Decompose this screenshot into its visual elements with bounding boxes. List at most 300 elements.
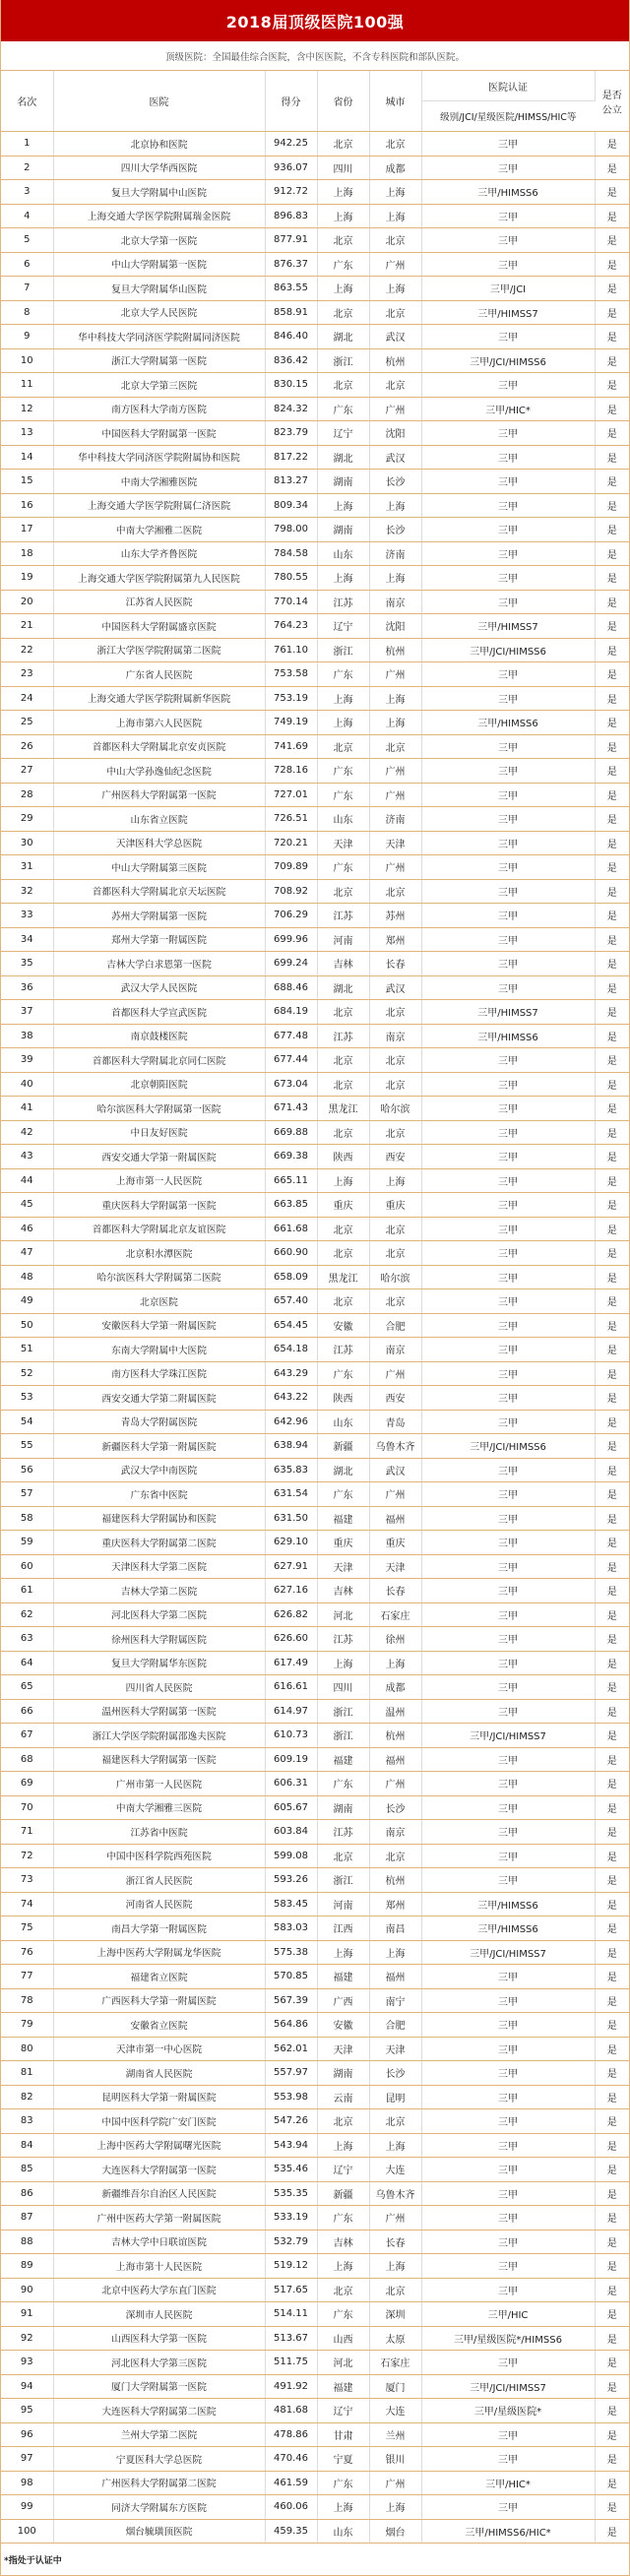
score-cell: 631.54 xyxy=(265,1482,317,1507)
score-cell: 824.32 xyxy=(265,397,317,421)
public-status-cell: 是 xyxy=(595,1627,629,1652)
province-cell: 湖北 xyxy=(317,445,369,470)
score-cell: 459.35 xyxy=(265,2519,317,2544)
public-status-cell: 是 xyxy=(595,2061,629,2086)
hospital-name-cell: 北京积水潭医院 xyxy=(53,1241,265,1266)
city-cell: 广州 xyxy=(369,1482,421,1507)
certification-cell: 三甲 xyxy=(421,1651,595,1675)
rank-cell: 55 xyxy=(1,1434,53,1459)
hospital-name-cell: 河北医科大学第三医院 xyxy=(53,2351,265,2375)
public-status-cell: 是 xyxy=(595,2495,629,2520)
certification-cell: 三甲 xyxy=(421,1313,595,1338)
table-row xyxy=(1,1482,629,1507)
province-cell: 广东 xyxy=(317,2302,369,2327)
hospital-name-cell: 浙江大学附属第一医院 xyxy=(53,348,265,373)
certification-cell: 三甲 xyxy=(421,493,595,518)
table-row xyxy=(1,2374,629,2399)
province-cell: 北京 xyxy=(317,734,369,759)
city-cell: 南宁 xyxy=(369,1988,421,2013)
hospital-name-cell: 江苏省人民医院 xyxy=(53,590,265,614)
hospital-name-cell: 武汉大学人民医院 xyxy=(53,975,265,1000)
hospital-name-cell: 吉林大学第二医院 xyxy=(53,1579,265,1603)
rank-cell: 96 xyxy=(1,2422,53,2447)
hospital-name-cell: 新疆医科大学第一附属医院 xyxy=(53,1434,265,1459)
score-cell: 627.91 xyxy=(265,1554,317,1579)
public-status-cell: 是 xyxy=(595,1072,629,1097)
public-status-cell: 是 xyxy=(595,300,629,325)
city-cell: 上海 xyxy=(369,493,421,518)
public-status-cell: 是 xyxy=(595,1820,629,1845)
score-cell: 657.40 xyxy=(265,1289,317,1314)
certification-cell: 三甲 xyxy=(421,2085,595,2109)
rank-cell: 45 xyxy=(1,1193,53,1218)
city-cell: 上海 xyxy=(369,180,421,205)
city-cell: 重庆 xyxy=(369,1193,421,1218)
province-cell: 湖北 xyxy=(317,975,369,1000)
score-cell: 761.10 xyxy=(265,638,317,662)
score-cell: 519.12 xyxy=(265,2254,317,2279)
city-cell: 武汉 xyxy=(369,325,421,349)
certification-cell: 三甲 xyxy=(421,1627,595,1652)
hospital-name-cell: 中山大学附属第三医院 xyxy=(53,855,265,880)
rank-cell: 74 xyxy=(1,1892,53,1916)
table-row xyxy=(1,1892,629,1916)
column-header-rank: 名次 xyxy=(1,71,53,132)
certification-cell: 三甲 xyxy=(421,1386,595,1411)
public-status-cell: 是 xyxy=(595,2302,629,2327)
table-row xyxy=(1,1386,629,1411)
city-cell: 厦门 xyxy=(369,2374,421,2399)
certification-cell: 三甲 xyxy=(421,373,595,398)
city-cell: 天津 xyxy=(369,1554,421,1579)
rank-cell: 68 xyxy=(1,1747,53,1772)
city-cell: 北京 xyxy=(369,373,421,398)
city-cell: 西安 xyxy=(369,1145,421,1169)
score-cell: 770.14 xyxy=(265,590,317,614)
score-cell: 547.26 xyxy=(265,2109,317,2134)
table-row xyxy=(1,614,629,639)
public-status-cell: 是 xyxy=(595,2374,629,2399)
rank-cell: 95 xyxy=(1,2399,53,2423)
hospital-name-cell: 南昌大学第一附属医院 xyxy=(53,1916,265,1941)
certification-cell: 三甲/HIMSS6 xyxy=(421,180,595,205)
province-cell: 辽宁 xyxy=(317,2158,369,2182)
city-cell: 上海 xyxy=(369,711,421,735)
certification-cell: 三甲/HIC* xyxy=(421,397,595,421)
rank-cell: 12 xyxy=(1,397,53,421)
score-cell: 643.29 xyxy=(265,1361,317,1386)
table-row xyxy=(1,711,629,735)
city-cell: 北京 xyxy=(369,228,421,253)
rank-cell: 83 xyxy=(1,2109,53,2134)
province-cell: 广东 xyxy=(317,2206,369,2230)
table-row xyxy=(1,2181,629,2206)
city-cell: 长春 xyxy=(369,2230,421,2254)
table-row xyxy=(1,1193,629,1218)
score-cell: 461.59 xyxy=(265,2471,317,2495)
certification-cell: 三甲/JCI xyxy=(421,277,595,301)
score-cell: 877.91 xyxy=(265,228,317,253)
table-row xyxy=(1,2351,629,2375)
table-row xyxy=(1,1120,629,1145)
table-row xyxy=(1,470,629,494)
rank-cell: 84 xyxy=(1,2133,53,2158)
province-cell: 江苏 xyxy=(317,904,369,928)
city-cell: 广州 xyxy=(369,1361,421,1386)
province-cell: 吉林 xyxy=(317,952,369,976)
public-status-cell: 是 xyxy=(595,1120,629,1145)
score-cell: 478.86 xyxy=(265,2422,317,2447)
rank-cell: 5 xyxy=(1,228,53,253)
public-status-cell: 是 xyxy=(595,1434,629,1459)
table-row xyxy=(1,1675,629,1700)
hospital-name-cell: 广州中医药大学第一附属医院 xyxy=(53,2206,265,2230)
rank-cell: 92 xyxy=(1,2326,53,2351)
rank-cell: 86 xyxy=(1,2181,53,2206)
province-cell: 上海 xyxy=(317,2495,369,2520)
rank-cell: 70 xyxy=(1,1795,53,1820)
table-row xyxy=(1,1554,629,1579)
score-cell: 543.94 xyxy=(265,2133,317,2158)
city-cell: 苏州 xyxy=(369,904,421,928)
score-cell: 706.29 xyxy=(265,904,317,928)
table-row xyxy=(1,1627,629,1652)
province-cell: 上海 xyxy=(317,686,369,711)
city-cell: 武汉 xyxy=(369,1458,421,1482)
rank-cell: 63 xyxy=(1,1627,53,1652)
hospital-name-cell: 中日友好医院 xyxy=(53,1120,265,1145)
city-cell: 北京 xyxy=(369,300,421,325)
certification-cell: 三甲/HIC xyxy=(421,2302,595,2327)
city-cell: 上海 xyxy=(369,277,421,301)
city-cell: 北京 xyxy=(369,132,421,157)
rank-cell: 100 xyxy=(1,2519,53,2544)
rank-cell: 35 xyxy=(1,952,53,976)
public-status-cell: 是 xyxy=(595,1795,629,1820)
table-row xyxy=(1,2422,629,2447)
certification-cell: 三甲 xyxy=(421,1675,595,1700)
public-status-cell: 是 xyxy=(595,2085,629,2109)
score-cell: 583.03 xyxy=(265,1916,317,1941)
public-status-cell: 是 xyxy=(595,1000,629,1025)
certification-cell: 三甲 xyxy=(421,904,595,928)
hospital-name-cell: 上海交通大学医学院附属瑞金医院 xyxy=(53,204,265,228)
hospital-name-cell: 福建医科大学附属第一医院 xyxy=(53,1747,265,1772)
city-cell: 杭州 xyxy=(369,348,421,373)
score-cell: 726.51 xyxy=(265,807,317,832)
hospital-name-cell: 山西医科大学第一医院 xyxy=(53,2326,265,2351)
rank-cell: 24 xyxy=(1,686,53,711)
table-row xyxy=(1,879,629,904)
table-row xyxy=(1,541,629,566)
table-row xyxy=(1,445,629,470)
certification-cell: 三甲 xyxy=(421,1602,595,1627)
province-cell: 浙江 xyxy=(317,1699,369,1724)
table-row xyxy=(1,566,629,591)
public-status-cell: 是 xyxy=(595,831,629,855)
city-cell: 沈阳 xyxy=(369,614,421,639)
table-row xyxy=(1,1602,629,1627)
province-cell: 山东 xyxy=(317,2519,369,2544)
province-cell: 上海 xyxy=(317,2254,369,2279)
city-cell: 北京 xyxy=(369,1844,421,1868)
score-cell: 533.19 xyxy=(265,2206,317,2230)
province-cell: 北京 xyxy=(317,373,369,398)
city-cell: 上海 xyxy=(369,566,421,591)
score-cell: 673.04 xyxy=(265,1072,317,1097)
rank-cell: 62 xyxy=(1,1602,53,1627)
public-status-cell: 是 xyxy=(595,975,629,1000)
table-row xyxy=(1,2447,629,2472)
city-cell: 广州 xyxy=(369,855,421,880)
city-cell: 成都 xyxy=(369,156,421,180)
province-cell: 山西 xyxy=(317,2326,369,2351)
score-cell: 727.01 xyxy=(265,783,317,807)
province-cell: 广东 xyxy=(317,1482,369,1507)
public-status-cell: 是 xyxy=(595,759,629,784)
table-row xyxy=(1,807,629,832)
province-cell: 吉林 xyxy=(317,1579,369,1603)
public-status-cell: 是 xyxy=(595,2133,629,2158)
public-status-cell: 是 xyxy=(595,2037,629,2061)
score-cell: 617.49 xyxy=(265,1651,317,1675)
province-cell: 四川 xyxy=(317,156,369,180)
score-cell: 605.67 xyxy=(265,1795,317,1820)
rank-cell: 75 xyxy=(1,1916,53,1941)
city-cell: 合肥 xyxy=(369,2013,421,2038)
public-status-cell: 是 xyxy=(595,2254,629,2279)
public-status-cell: 是 xyxy=(595,686,629,711)
score-cell: 669.88 xyxy=(265,1120,317,1145)
table-row xyxy=(1,397,629,421)
rank-cell: 77 xyxy=(1,1965,53,1989)
city-cell: 石家庄 xyxy=(369,1602,421,1627)
public-status-cell: 是 xyxy=(595,2351,629,2375)
city-cell: 长沙 xyxy=(369,1795,421,1820)
province-cell: 湖南 xyxy=(317,470,369,494)
province-cell: 上海 xyxy=(317,493,369,518)
public-status-cell: 是 xyxy=(595,1506,629,1531)
certification-cell: 三甲 xyxy=(421,470,595,494)
province-cell: 辽宁 xyxy=(317,614,369,639)
hospital-name-cell: 四川大学华西医院 xyxy=(53,156,265,180)
public-status-cell: 是 xyxy=(595,904,629,928)
score-cell: 684.19 xyxy=(265,1000,317,1025)
rank-cell: 50 xyxy=(1,1313,53,1338)
province-cell: 广东 xyxy=(317,1772,369,1796)
rank-cell: 42 xyxy=(1,1120,53,1145)
certification-cell: 三甲 xyxy=(421,1217,595,1241)
certification-cell: 三甲 xyxy=(421,1868,595,1893)
rank-cell: 17 xyxy=(1,518,53,542)
table-row xyxy=(1,1145,629,1169)
city-cell: 长沙 xyxy=(369,470,421,494)
certification-cell: 三甲 xyxy=(421,1145,595,1169)
rank-cell: 37 xyxy=(1,1000,53,1025)
table-row xyxy=(1,1531,629,1555)
hospital-name-cell: 天津市第一中心医院 xyxy=(53,2037,265,2061)
certification-cell: 三甲 xyxy=(421,1265,595,1289)
table-row xyxy=(1,277,629,301)
score-cell: 658.09 xyxy=(265,1265,317,1289)
certification-cell: 三甲 xyxy=(421,1193,595,1218)
city-cell: 北京 xyxy=(369,734,421,759)
province-cell: 广东 xyxy=(317,662,369,687)
certification-cell: 三甲 xyxy=(421,1168,595,1193)
hospital-name-cell: 上海市第十人民医院 xyxy=(53,2254,265,2279)
province-cell: 广东 xyxy=(317,397,369,421)
hospital-name-cell: 广东省中医院 xyxy=(53,1482,265,1507)
certification-cell: 三甲 xyxy=(421,2206,595,2230)
certification-cell: 三甲 xyxy=(421,518,595,542)
certification-cell: 三甲 xyxy=(421,1554,595,1579)
rank-cell: 3 xyxy=(1,180,53,205)
rank-cell: 23 xyxy=(1,662,53,687)
page-title: 2018届顶级医院100强 xyxy=(1,0,629,41)
rank-cell: 71 xyxy=(1,1820,53,1845)
province-cell: 山东 xyxy=(317,807,369,832)
certification-cell: 三甲 xyxy=(421,325,595,349)
rank-cell: 18 xyxy=(1,541,53,566)
hospital-name-cell: 青岛大学附属医院 xyxy=(53,1410,265,1434)
rank-cell: 90 xyxy=(1,2278,53,2302)
table-row xyxy=(1,2133,629,2158)
city-cell: 广州 xyxy=(369,783,421,807)
rank-cell: 2 xyxy=(1,156,53,180)
city-cell: 成都 xyxy=(369,1675,421,1700)
rank-cell: 73 xyxy=(1,1868,53,1893)
column-header-public-line2: 公立 xyxy=(601,104,622,116)
certification-cell: 三甲 xyxy=(421,1772,595,1796)
certification-cell: 三甲 xyxy=(421,1531,595,1555)
hospital-name-cell: 温州医科大学附属第一医院 xyxy=(53,1699,265,1724)
city-cell: 武汉 xyxy=(369,975,421,1000)
column-header-province: 省份 xyxy=(317,71,369,132)
table-row xyxy=(1,1699,629,1724)
score-cell: 830.15 xyxy=(265,373,317,398)
hospital-name-cell: 重庆医科大学附属第二医院 xyxy=(53,1531,265,1555)
certification-cell: 三甲/星级医院*/HIMSS6 xyxy=(421,2326,595,2351)
rank-cell: 28 xyxy=(1,783,53,807)
province-cell: 广东 xyxy=(317,2471,369,2495)
table-row xyxy=(1,1844,629,1868)
table-row xyxy=(1,686,629,711)
certification-cell: 三甲 xyxy=(421,1844,595,1868)
city-cell: 大连 xyxy=(369,2158,421,2182)
city-cell: 温州 xyxy=(369,1699,421,1724)
rank-cell: 7 xyxy=(1,277,53,301)
table-row xyxy=(1,1168,629,1193)
hospital-name-cell: 复旦大学附属华山医院 xyxy=(53,277,265,301)
hospital-name-cell: 广西医科大学第一附属医院 xyxy=(53,1988,265,2013)
rank-cell: 25 xyxy=(1,711,53,735)
hospital-name-cell: 首都医科大学附属北京安贞医院 xyxy=(53,734,265,759)
hospital-name-cell: 东南大学附属中大医院 xyxy=(53,1338,265,1362)
public-status-cell: 是 xyxy=(595,2326,629,2351)
certification-cell: 三甲 xyxy=(421,1097,595,1121)
province-cell: 北京 xyxy=(317,2109,369,2134)
city-cell: 南京 xyxy=(369,590,421,614)
public-status-cell: 是 xyxy=(595,1916,629,1941)
public-status-cell: 是 xyxy=(595,1531,629,1555)
certification-cell: 三甲/HIMSS7 xyxy=(421,614,595,639)
province-cell: 福建 xyxy=(317,2374,369,2399)
score-cell: 665.11 xyxy=(265,1168,317,1193)
table-row xyxy=(1,2254,629,2279)
rank-cell: 59 xyxy=(1,1531,53,1555)
province-cell: 甘肃 xyxy=(317,2422,369,2447)
city-cell: 广州 xyxy=(369,397,421,421)
score-cell: 575.38 xyxy=(265,1940,317,1965)
ranking-table xyxy=(1,71,629,2544)
public-status-cell: 是 xyxy=(595,2158,629,2182)
hospital-name-cell: 北京大学人民医院 xyxy=(53,300,265,325)
table-row xyxy=(1,1289,629,1314)
table-row xyxy=(1,1988,629,2013)
city-cell: 郑州 xyxy=(369,1892,421,1916)
public-status-cell: 是 xyxy=(595,1217,629,1241)
hospital-name-cell: 西安交通大学第一附属医院 xyxy=(53,1145,265,1169)
hospital-name-cell: 北京中医药大学东直门医院 xyxy=(53,2278,265,2302)
table-body xyxy=(1,132,629,2544)
province-cell: 云南 xyxy=(317,2085,369,2109)
public-status-cell: 是 xyxy=(595,2422,629,2447)
score-cell: 513.67 xyxy=(265,2326,317,2351)
score-cell: 603.84 xyxy=(265,1820,317,1845)
rank-cell: 47 xyxy=(1,1241,53,1266)
city-cell: 上海 xyxy=(369,686,421,711)
table-row xyxy=(1,2278,629,2302)
hospital-name-cell: 新疆维吾尔自治区人民医院 xyxy=(53,2181,265,2206)
rank-cell: 27 xyxy=(1,759,53,784)
province-cell: 福建 xyxy=(317,1747,369,1772)
table-row xyxy=(1,373,629,398)
province-cell: 浙江 xyxy=(317,348,369,373)
column-header-city: 城市 xyxy=(369,71,421,132)
public-status-cell: 是 xyxy=(595,1699,629,1724)
public-status-cell: 是 xyxy=(595,2399,629,2423)
rank-cell: 20 xyxy=(1,590,53,614)
province-cell: 广东 xyxy=(317,759,369,784)
public-status-cell: 是 xyxy=(595,734,629,759)
public-status-cell: 是 xyxy=(595,590,629,614)
certification-cell: 三甲 xyxy=(421,1289,595,1314)
province-cell: 上海 xyxy=(317,711,369,735)
table-row xyxy=(1,1651,629,1675)
certification-cell: 三甲 xyxy=(421,445,595,470)
hospital-name-cell: 福建省立医院 xyxy=(53,1965,265,1989)
score-cell: 610.73 xyxy=(265,1724,317,1748)
city-cell: 石家庄 xyxy=(369,2351,421,2375)
rank-cell: 21 xyxy=(1,614,53,639)
rank-cell: 89 xyxy=(1,2254,53,2279)
public-status-cell: 是 xyxy=(595,855,629,880)
table-row xyxy=(1,927,629,952)
score-cell: 616.61 xyxy=(265,1675,317,1700)
score-cell: 741.69 xyxy=(265,734,317,759)
province-cell: 上海 xyxy=(317,2133,369,2158)
table-row xyxy=(1,1000,629,1025)
hospital-name-cell: 中国医科大学附属第一医院 xyxy=(53,421,265,446)
rank-cell: 67 xyxy=(1,1724,53,1748)
hospital-name-cell: 上海交通大学医学院附属仁济医院 xyxy=(53,493,265,518)
province-cell: 湖南 xyxy=(317,2061,369,2086)
city-cell: 广州 xyxy=(369,662,421,687)
hospital-name-cell: 上海中医药大学附属曙光医院 xyxy=(53,2133,265,2158)
public-status-cell: 是 xyxy=(595,1313,629,1338)
score-cell: 846.40 xyxy=(265,325,317,349)
province-cell: 湖南 xyxy=(317,1795,369,1820)
